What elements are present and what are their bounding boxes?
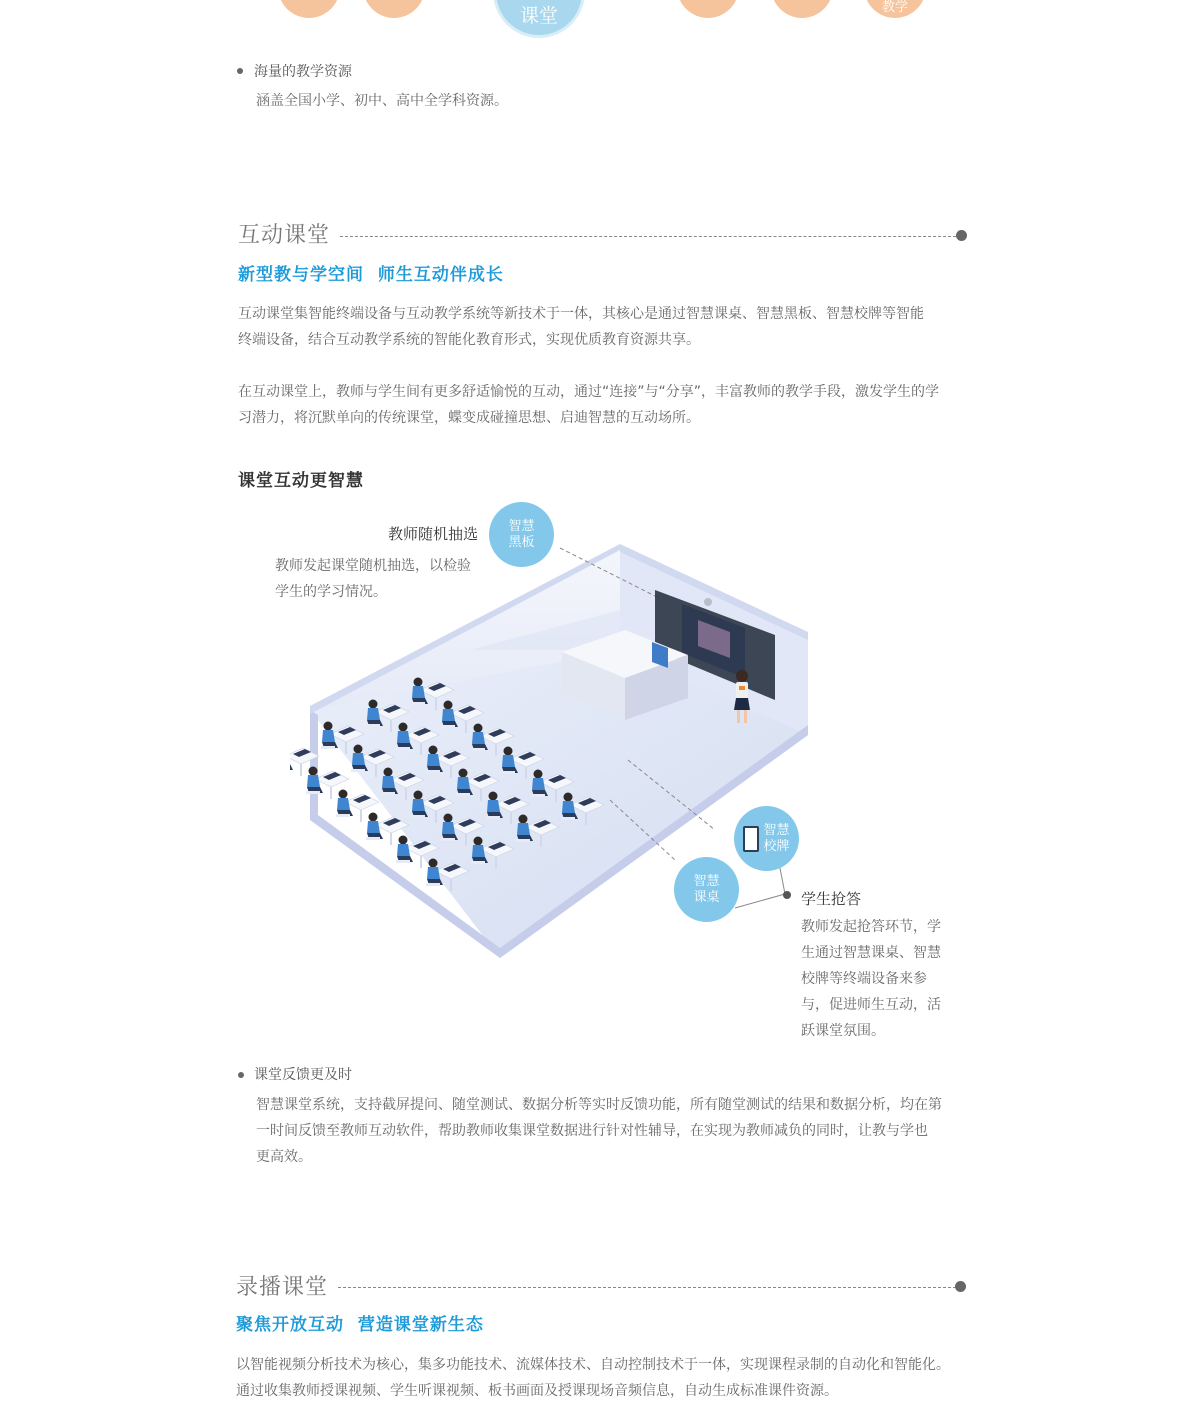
badge-device-icon xyxy=(743,826,759,852)
feedback-line1: 智慧课堂系统，支持截屏提问、随堂测试、数据分析等实时反馈功能，所有随堂测试的结果和数据分析，均在第 xyxy=(256,1097,942,1113)
smart-badge-bubble-line2: 校牌 xyxy=(763,838,790,854)
interactive-section-subtitle: 新型教与学空间 师生互动伴成长 xyxy=(238,265,504,285)
recording-section-title: 录播课堂 xyxy=(236,1275,329,1300)
smart-blackboard-bubble-line1: 智慧 xyxy=(508,518,535,534)
top-circle-teaching xyxy=(864,0,926,18)
student-quick-answer-line5: 跃课堂氛围。 xyxy=(801,1023,885,1039)
teacher-random-pick-text-line2: 学生的学习情况。 xyxy=(275,584,387,600)
top-circle-teaching-label: 教学 xyxy=(881,0,908,15)
smart-blackboard-bubble xyxy=(489,502,554,567)
smart-blackboard-bubble-line2: 黑板 xyxy=(508,534,535,550)
top-circle-classroom xyxy=(493,0,585,38)
resources-bullet-text: 涵盖全国小学、初中、高中全学科资源。 xyxy=(256,93,508,109)
interactive-para1-line2: 终端设备，结合互动教学系统的智能化教育形式，实现优质教育资源共享。 xyxy=(238,332,700,348)
smart-desk-bubble-line1: 智慧 xyxy=(693,873,720,889)
recording-section-subtitle: 聚焦开放互动 营造课堂新生态 xyxy=(236,1315,484,1335)
student-quick-answer-line1: 教师发起抢答环节，学 xyxy=(801,919,941,935)
section-divider-dot xyxy=(955,1281,966,1292)
resources-bullet-title: 海量的教学资源 xyxy=(254,64,352,80)
interactive-section-title: 互动课堂 xyxy=(238,223,331,248)
teacher-random-pick-label: 教师随机抽选 xyxy=(388,525,479,543)
feedback-bullet-title: 课堂反馈更及时 xyxy=(254,1067,352,1083)
feedback-line3: 更高效。 xyxy=(256,1149,312,1165)
smart-badge-bubble-line1: 智慧 xyxy=(763,822,790,838)
interactive-para2-line2: 习潜力，将沉默单向的传统课堂，蝶变成碰撞思想、启迪智慧的互动场所。 xyxy=(238,410,700,426)
smart-desk-bubble-line2: 课桌 xyxy=(693,889,720,905)
section-divider-dot xyxy=(956,230,967,241)
interactive-para2-line1: 在互动课堂上，教师与学生间有更多舒适愉悦的互动，通过“连接”与“分享”，丰富教师的教学手段，激发学生的学 xyxy=(238,384,940,400)
interactive-para1-line1: 互动课堂集智能终端设备与互动教学系统等新技术于一体，其核心是通过智慧课桌、智慧黑板、智慧校牌等智能 xyxy=(238,306,924,322)
smart-badge-bubble xyxy=(734,806,799,871)
top-circle-2 xyxy=(363,0,425,18)
bullet-dot xyxy=(237,68,243,74)
recording-line1: 以智能视频分析技术为核心，集多功能技术、流媒体技术、自动控制技术于一体，实现课程录制的自动化和智能化。 xyxy=(236,1357,950,1373)
top-circle-1 xyxy=(278,0,340,18)
section-divider-line xyxy=(338,1287,956,1288)
recording-line2: 通过收集教师授课视频、学生听课视频、板书画面及授课现场音频信息，自动生成标准课件资源。 xyxy=(236,1383,838,1399)
student-quick-answer-line4: 与，促进师生互动，活 xyxy=(801,997,941,1013)
section-divider-line xyxy=(340,236,956,237)
student-quick-answer-line2: 生通过智慧课桌、智慧 xyxy=(801,945,941,961)
student-quick-answer-line3: 校牌等终端设备来参 xyxy=(801,971,927,987)
bullet-dot xyxy=(238,1072,244,1078)
smart-desk-bubble xyxy=(674,857,739,922)
diagram-heading: 课堂互动更智慧 xyxy=(238,471,364,491)
top-circle-classroom-label: 课堂 xyxy=(519,5,558,27)
feedback-line2: 一时间反馈至教师互动软件，帮助教师收集课堂数据进行针对性辅导，在实现为教师减负的同时，让教与学也 xyxy=(256,1123,928,1139)
top-circle-5 xyxy=(771,0,833,18)
teacher-random-pick-text-line1: 教师发起课堂随机抽选，以检验 xyxy=(275,558,471,574)
top-circle-4 xyxy=(677,0,739,18)
student-quick-answer-label: 学生抢答 xyxy=(801,890,862,908)
